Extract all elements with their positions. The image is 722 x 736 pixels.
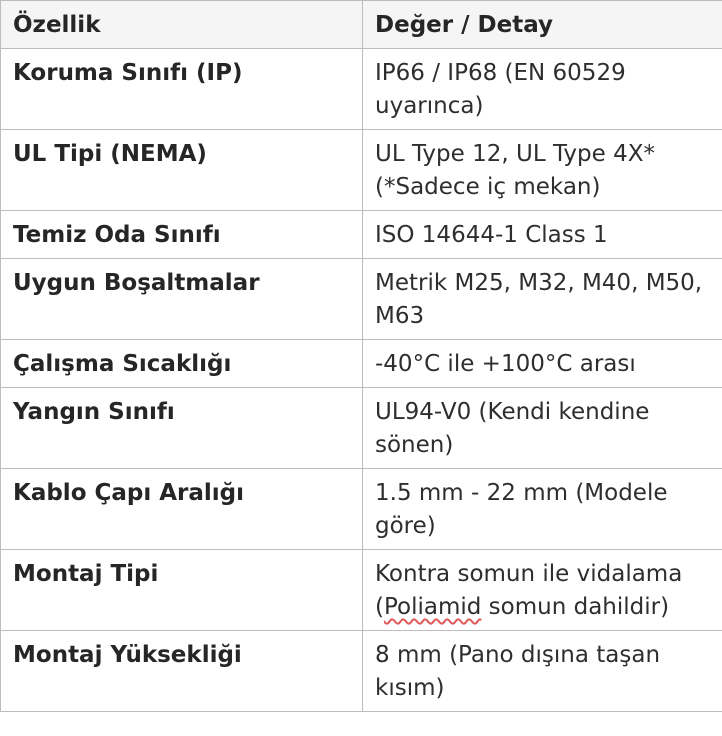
row-value: ISO 14644-1 Class 1 xyxy=(363,211,722,259)
table-row xyxy=(1,631,722,712)
table-row xyxy=(1,550,722,631)
row-property: Uygun Boşaltmalar xyxy=(1,259,363,340)
row-value: 1.5 mm - 22 mm (Modele göre) xyxy=(363,469,722,550)
row-property: Kablo Çapı Aralığı xyxy=(1,469,363,550)
row-property: UL Tipi (NEMA) xyxy=(1,130,363,211)
table-row xyxy=(1,49,722,130)
row-value: 8 mm (Pano dışına taşan kısım) xyxy=(363,631,722,712)
header-property: Özellik xyxy=(1,1,363,49)
table-row xyxy=(1,469,722,550)
row-value: -40°C ile +100°C arası xyxy=(363,340,722,388)
misspelled-word[interactable]: Poliamid xyxy=(383,594,482,620)
value-text-after: somun dahildir) xyxy=(481,594,670,620)
table-row xyxy=(1,259,722,340)
row-value: IP66 / IP68 (EN 60529 uyarınca) xyxy=(363,49,722,130)
row-property: Çalışma Sıcaklığı xyxy=(1,340,363,388)
row-value: UL Type 12, UL Type 4X* (*Sadece iç mekan) xyxy=(363,130,722,211)
row-value xyxy=(363,550,722,631)
table-row xyxy=(1,388,722,469)
table-row xyxy=(1,340,722,388)
value-text-before: Kontra somun ile vidalama ( xyxy=(375,561,683,620)
row-property: Yangın Sınıfı xyxy=(1,388,363,469)
row-property: Koruma Sınıfı (IP) xyxy=(1,49,363,130)
row-value: Metrik M25, M32, M40, M50, M63 xyxy=(363,259,722,340)
row-property: Montaj Tipi xyxy=(1,550,363,631)
table-header-row xyxy=(1,1,722,49)
header-value: Değer / Detay xyxy=(363,1,722,49)
row-value: UL94-V0 (Kendi kendine sönen) xyxy=(363,388,722,469)
table-row xyxy=(1,130,722,211)
row-property: Temiz Oda Sınıfı xyxy=(1,211,363,259)
table-row xyxy=(1,211,722,259)
row-property: Montaj Yüksekliği xyxy=(1,631,363,712)
